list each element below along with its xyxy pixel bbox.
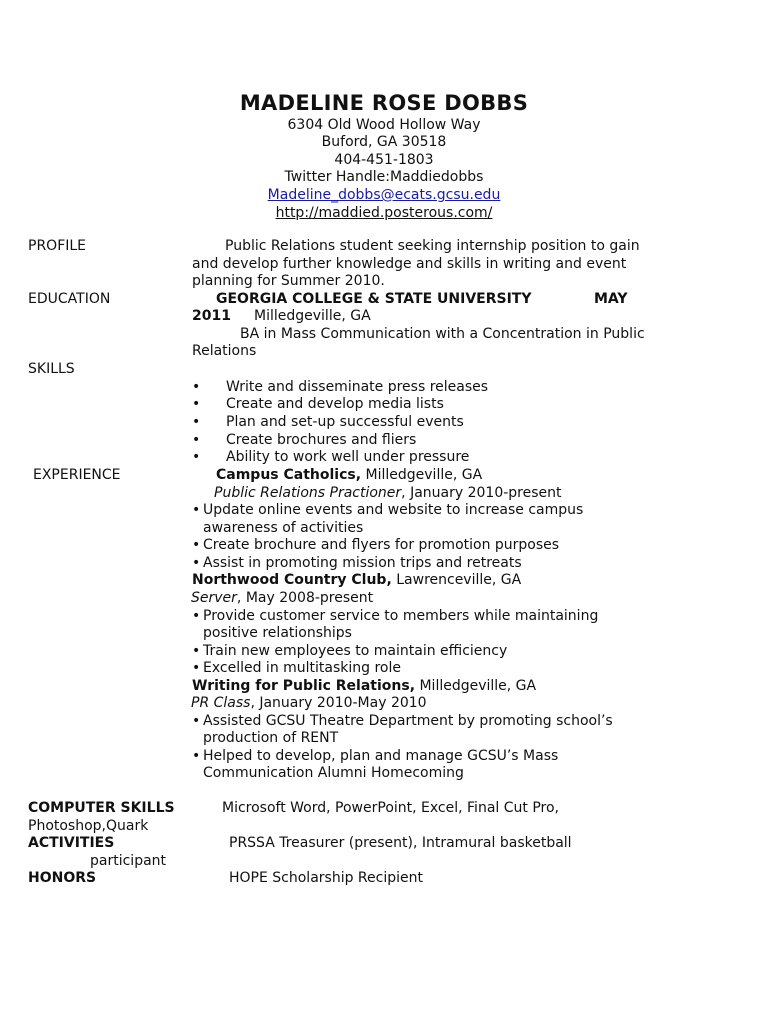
skill-item	[192, 414, 464, 431]
job-bullet	[192, 748, 558, 765]
job-organization: Writing for Public Relations,	[192, 678, 416, 694]
phone-number: 404-451-1803	[334, 152, 434, 168]
skill-text: Write and disseminate press releases	[226, 379, 489, 395]
job-bullet-text: Excelled in multitasking role	[203, 660, 402, 676]
job-bullet	[192, 643, 507, 660]
bullet: •	[192, 414, 201, 430]
job-title: Server	[191, 590, 237, 606]
job-bullet-continuation: Communication Alumni Homecoming	[203, 765, 464, 781]
job-bullet-text: Create brochure and flyers for promotion purposes	[203, 537, 560, 553]
job-bullet	[192, 713, 613, 730]
honors-line-1: HOPE Scholarship Recipient	[229, 870, 423, 886]
job-location: Milledgeville, GA	[365, 467, 483, 483]
activities-heading: ACTIVITIES	[28, 835, 115, 851]
job-bullet-text: Assisted GCSU Theatre Department by promoting school’s	[203, 713, 613, 729]
activities-line-2: participant	[90, 853, 167, 869]
graduation-year: 2011	[192, 308, 231, 324]
job-bullet	[192, 660, 401, 677]
bullet: •	[192, 502, 201, 518]
job-bullet-continuation: production of RENT	[203, 730, 339, 746]
job-bullet-text: Helped to develop, plan and manage GCSU’s Mass	[203, 748, 559, 764]
job-header	[192, 572, 521, 589]
bullet: •	[192, 713, 201, 729]
graduation-month: MAY	[594, 291, 628, 307]
school-name: GEORGIA COLLEGE & STATE UNIVERSITY	[216, 291, 532, 307]
bullet: •	[192, 396, 201, 412]
twitter-handle: Twitter Handle:Maddiedobbs	[284, 169, 484, 185]
bullet: •	[192, 555, 201, 571]
address-line-2: Buford, GA 30518	[321, 134, 447, 150]
bullet: •	[192, 608, 201, 624]
job-title-row	[191, 695, 427, 712]
job-header	[216, 467, 482, 484]
degree-line-2: Relations	[192, 343, 257, 359]
computer-skills-heading: COMPUTER SKILLS	[28, 800, 175, 816]
skill-text: Create brochures and fliers	[226, 432, 417, 448]
profile-text-line-1: Public Relations student seeking internship position to gain	[225, 238, 640, 254]
job-bullet-text: Assist in promoting mission trips and retreats	[203, 555, 522, 571]
job-title-row	[191, 590, 373, 607]
job-title: PR Class	[191, 695, 251, 711]
profile-text-line-2: and develop further knowledge and skills in writing and event	[192, 256, 627, 272]
address-line-1: 6304 Old Wood Hollow Way	[287, 117, 481, 133]
profile-text-line-3: planning for Summer 2010.	[192, 273, 385, 289]
job-bullet	[192, 555, 522, 572]
skill-item	[192, 432, 416, 449]
job-location: Lawrenceville, GA	[396, 572, 522, 588]
bullet: •	[192, 660, 201, 676]
degree-line-1: BA in Mass Communication with a Concentration in Public	[240, 326, 645, 342]
job-title: Public Relations Practioner	[214, 485, 402, 501]
honors-heading: HONORS	[28, 870, 97, 886]
job-bullet	[192, 537, 559, 554]
education-heading: EDUCATION	[28, 291, 111, 307]
job-bullet-text: Provide customer service to members while maintaining	[203, 608, 599, 624]
job-title-row	[214, 485, 562, 502]
skill-item	[192, 379, 488, 396]
skill-text: Plan and set-up successful events	[226, 414, 464, 430]
school-location: Milledgeville, GA	[254, 308, 371, 324]
job-dates: , January 2010-May 2010	[250, 695, 427, 711]
profile-heading: PROFILE	[28, 238, 87, 254]
email-link[interactable]: Madeline_dobbs@ecats.gcsu.edu	[267, 187, 501, 203]
experience-heading: EXPERIENCE	[33, 467, 121, 483]
bullet: •	[192, 537, 201, 553]
email-row	[0, 187, 768, 204]
resume-name: MADELINE ROSE DOBBS	[239, 91, 529, 115]
skills-heading: SKILLS	[28, 361, 75, 377]
job-dates: , January 2010-present	[401, 485, 562, 501]
job-bullet	[192, 502, 583, 519]
bullet: •	[192, 643, 201, 659]
job-location: Milledgeville, GA	[419, 678, 537, 694]
computer-skills-line-2: Photoshop,Quark	[28, 818, 149, 834]
website-row	[0, 205, 768, 222]
job-dates: , May 2008-present	[236, 590, 374, 606]
bullet: •	[192, 379, 201, 395]
skill-text: Ability to work well under pressure	[226, 449, 470, 465]
activities-line-1: PRSSA Treasurer (present), Intramural basketball	[229, 835, 572, 851]
job-bullet-text: Update online events and website to increase campus	[203, 502, 584, 518]
job-header	[192, 678, 536, 695]
job-bullet	[192, 608, 598, 625]
job-organization: Campus Catholics,	[216, 467, 362, 483]
skill-item	[192, 449, 469, 466]
bullet: •	[192, 748, 201, 764]
bullet: •	[192, 432, 201, 448]
job-bullet-text: Train new employees to maintain efficiency	[203, 643, 508, 659]
job-bullet-continuation: awareness of activities	[203, 520, 364, 536]
skill-item	[192, 396, 444, 413]
job-bullet-continuation: positive relationships	[203, 625, 352, 641]
job-organization: Northwood Country Club,	[192, 572, 392, 588]
skill-text: Create and develop media lists	[226, 396, 444, 412]
website-link[interactable]: http://maddied.posterous.com/	[275, 205, 493, 221]
bullet: •	[192, 449, 201, 465]
computer-skills-line-1: Microsoft Word, PowerPoint, Excel, Final Cut Pro,	[222, 800, 559, 816]
